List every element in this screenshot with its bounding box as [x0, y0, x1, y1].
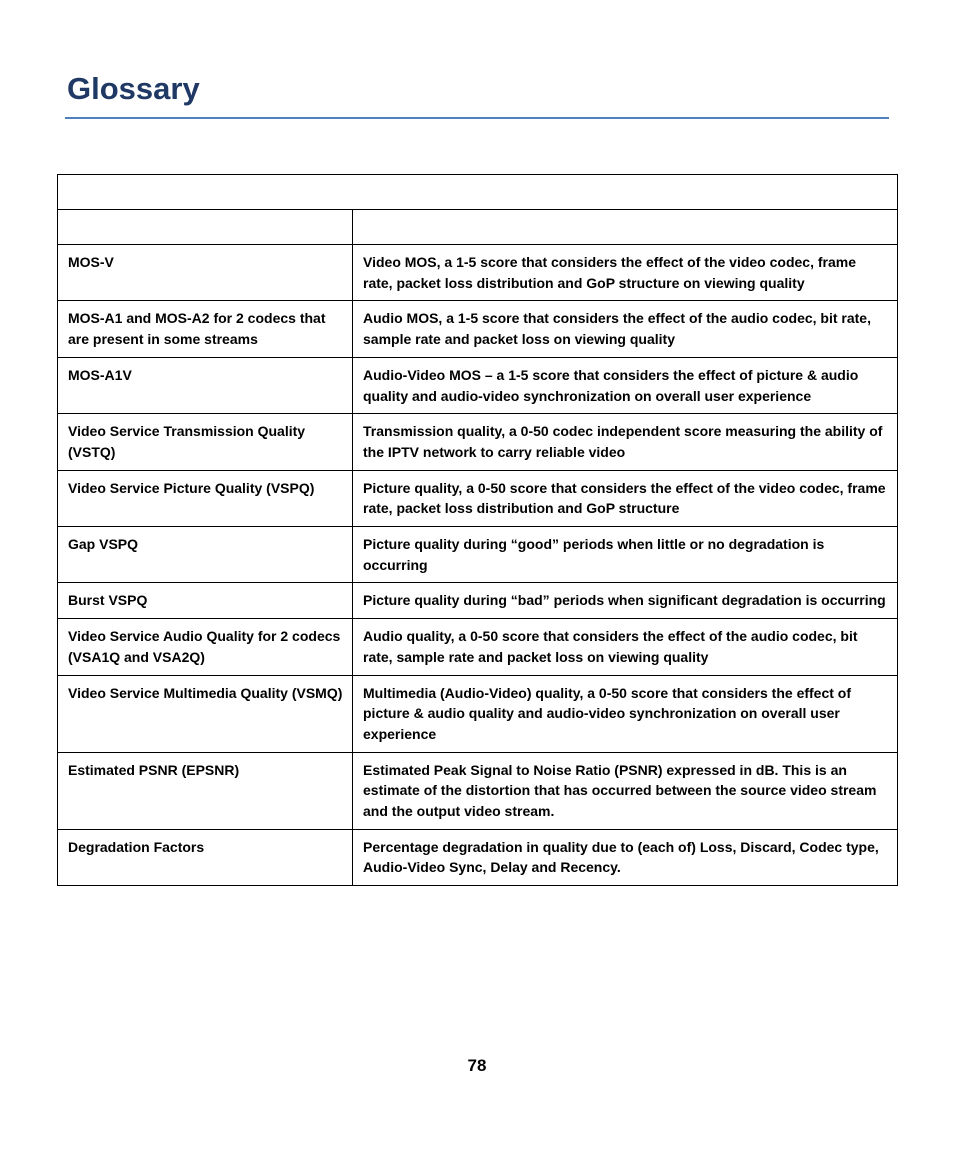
- glossary-term: Estimated PSNR (EPSNR): [58, 752, 353, 829]
- glossary-term: Video Service Multimedia Quality (VSMQ): [58, 675, 353, 752]
- table-caption-row: [58, 175, 898, 210]
- glossary-definition: Picture quality during “bad” periods when significant degradation is occurring: [353, 583, 898, 619]
- table-header-row: [58, 210, 898, 245]
- glossary-term: Gap VSPQ: [58, 527, 353, 583]
- definition-header-cell: [353, 210, 898, 245]
- table-row: [58, 675, 898, 752]
- page-number: 78: [467, 1056, 487, 1075]
- table-row: [58, 583, 898, 619]
- table-row: [58, 414, 898, 470]
- glossary-table: [57, 174, 898, 886]
- table-row: [58, 245, 898, 301]
- glossary-definition: Transmission quality, a 0-50 codec independent score measuring the ability of the IPTV network to carry reliable video: [353, 414, 898, 470]
- glossary-term: Video Service Audio Quality for 2 codecs (VSA1Q and VSA2Q): [58, 619, 353, 675]
- page-title: Glossary: [67, 71, 200, 106]
- table-row: [58, 301, 898, 357]
- glossary-definition: Video MOS, a 1-5 score that considers the effect of the video codec, frame rate, packet loss distribution and GoP structure on viewing quality: [353, 245, 898, 301]
- glossary-term: Degradation Factors: [58, 829, 353, 885]
- table-row: [58, 527, 898, 583]
- table-row: [58, 470, 898, 526]
- glossary-term: Burst VSPQ: [58, 583, 353, 619]
- glossary-term: MOS-V: [58, 245, 353, 301]
- glossary-term: MOS-A1 and MOS-A2 for 2 codecs that are present in some streams: [58, 301, 353, 357]
- term-header-cell: [58, 210, 353, 245]
- glossary-definition: Picture quality, a 0-50 score that considers the effect of the video codec, frame rate, packet loss distribution and GoP structure: [353, 470, 898, 526]
- glossary-definition: Audio quality, a 0-50 score that considers the effect of the audio codec, bit rate, sample rate and packet loss on viewing quality: [353, 619, 898, 675]
- glossary-term: MOS-A1V: [58, 357, 353, 413]
- table-row: [58, 752, 898, 829]
- table-row: [58, 357, 898, 413]
- glossary-definition: Multimedia (Audio-Video) quality, a 0-50 score that considers the effect of picture & audio quality and audio-video synchronization on overall user experience: [353, 675, 898, 752]
- glossary-term: Video Service Transmission Quality (VSTQ): [58, 414, 353, 470]
- table-caption-cell: [58, 175, 898, 210]
- glossary-definition: Estimated Peak Signal to Noise Ratio (PSNR) expressed in dB. This is an estimate of the distortion that has occurred between the source video stream and the output video stream.: [353, 752, 898, 829]
- glossary-term: Video Service Picture Quality (VSPQ): [58, 470, 353, 526]
- glossary-definition: Picture quality during “good” periods when little or no degradation is occurring: [353, 527, 898, 583]
- table-row: [58, 619, 898, 675]
- glossary-definition: Audio-Video MOS – a 1-5 score that considers the effect of picture & audio quality and audio-video synchronization on overall user experience: [353, 357, 898, 413]
- glossary-definition: Percentage degradation in quality due to (each of) Loss, Discard, Codec type, Audio-Video Sync, Delay and Recency.: [353, 829, 898, 885]
- title-divider: [65, 117, 889, 119]
- table-row: [58, 829, 898, 885]
- glossary-definition: Audio MOS, a 1-5 score that considers the effect of the audio codec, bit rate, sample rate and packet loss on viewing quality: [353, 301, 898, 357]
